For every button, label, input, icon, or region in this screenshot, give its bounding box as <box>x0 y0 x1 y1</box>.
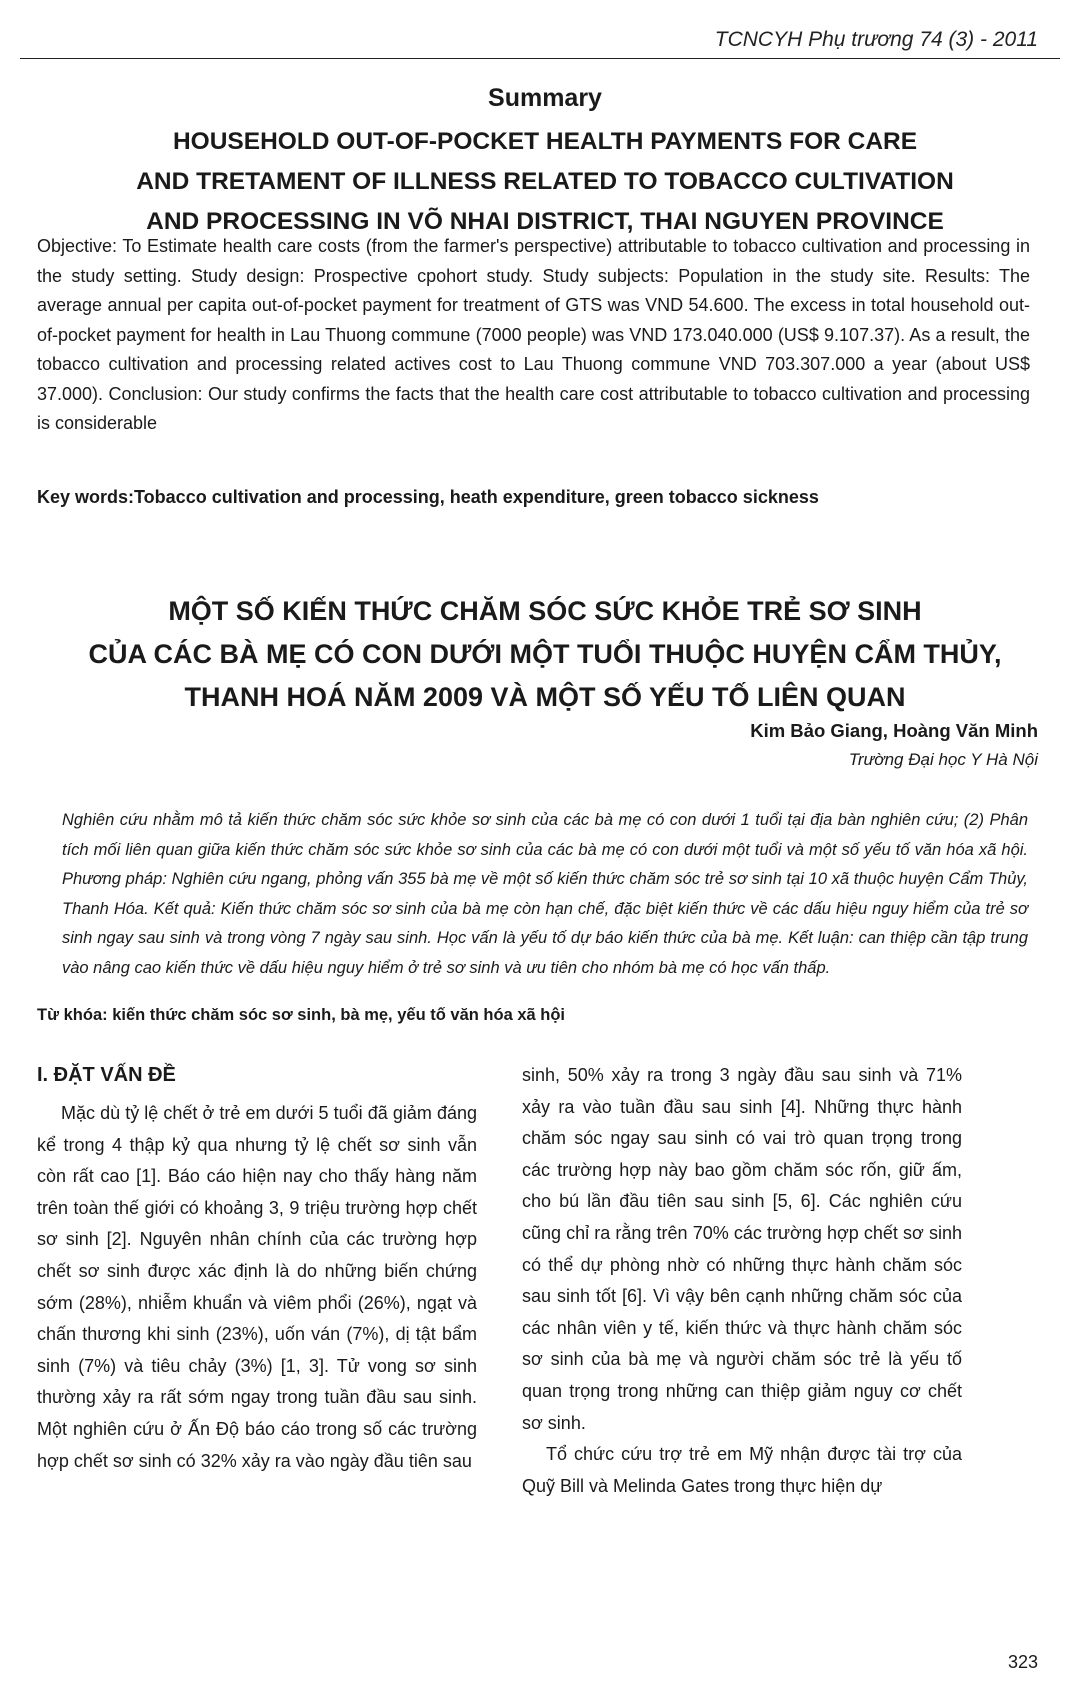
vietnamese-title-line: MỘT SỐ KIẾN THỨC CHĂM SÓC SỨC KHỎE TRẺ SƠ SINH <box>168 596 922 626</box>
english-title-line: AND TRETAMENT OF ILLNESS RELATED TO TOBACCO CULTIVATION <box>136 168 954 195</box>
header-rule <box>20 58 1060 59</box>
section-heading: I. ĐẶT VẤN ĐỀ <box>37 1064 176 1086</box>
body-paragraph: Tổ chức cứu trợ trẻ em Mỹ nhận được tài trợ của Quỹ Bill và Melinda Gates trong thực hiện dự <box>522 1444 962 1496</box>
page-number: 323 <box>1007 1652 1038 1672</box>
vietnamese-title <box>40 590 1050 719</box>
body-paragraph: sinh, 50% xảy ra trong 3 ngày đầu sau sinh và 71% xảy ra vào tuần đầu sau sinh [4]. Những thực hành chăm sóc ngay sau sinh có vai trò quan trọng trong các trường hợp này bao gồm chăm sóc rốn, giữ ấm, cho bú lần đầu tiên sau sinh [5, 6]. Các nghiên cứu cũng chỉ ra rằng trên 70% các trường hợp chết sơ sinh có thể dự phòng nhờ có những thực hành chăm sóc sau sinh tốt [6]. Vì vậy bên cạnh những chăm sóc của các nhân viên y tế, kiến thức và thực hành chăm sóc sơ sinh của bà mẹ và người chăm sóc trẻ là yếu tố quan trọng trong những can thiệp giảm nguy cơ chết sơ sinh. <box>522 1065 962 1433</box>
affiliation: Trường Đại học Y Hà Nội <box>848 750 1038 769</box>
english-title-line: AND PROCESSING IN VÕ NHAI DISTRICT, THAI NGUYEN PROVINCE <box>146 208 944 235</box>
english-abstract: Objective: To Estimate health care costs (from the farmer's perspective) attributable to tobacco cultivation and processing in the study setting. Study design: Prospective cpohort study. Study subjects: Population in the study site. Results: The average annual per capita out-of-pocket payment for treatment of GTS was VND 54.600. The excess in total household out-of-pocket payment for health in Lau Thuong commune (7000 people) was VND 173.040.000 (US$ 9.107.37). As a result, the tobacco cultivation and processing related actives cost to Lau Thuong commune VND 703.307.000 a year (about US$ 37.000). Conclusion: Our study confirms the facts that the health care cost attributable to tobacco cultivation and processing is considerable <box>37 236 1030 433</box>
running-head: TCNCYH Phụ trương 74 (3) - 2011 <box>714 28 1038 51</box>
english-title-line: HOUSEHOLD OUT-OF-POCKET HEALTH PAYMENTS FOR CARE <box>172 128 918 155</box>
authors: Kim Bảo Giang, Hoàng Văn Minh <box>750 720 1038 741</box>
body-column-right <box>522 1060 962 1502</box>
english-title <box>40 122 1050 242</box>
english-keywords: Key words:Tobacco cultivation and processing, heath expenditure, green tobacco sickness <box>37 487 819 507</box>
vietnamese-abstract: Nghiên cứu nhằm mô tả kiến thức chăm sóc sức khỏe sơ sinh của các bà mẹ có con dưới 1 tuổi tại địa bàn nghiên cứu; (2) Phân tích mối liên quan giữa kiến thức chăm sóc sức khỏe sơ sinh của các bà mẹ có con dưới một tuổi và một số yếu tố văn hóa xã hội. Phương pháp: Nghiên cứu ngang, phỏng vấn 355 bà mẹ về một số kiến thức chăm sóc trẻ sơ sinh tại 10 xã thuộc huyện Cẩm Thủy, Thanh Hóa. Kết quả: Kiến thức chăm sóc sơ sinh của bà mẹ còn hạn chế, đặc biệt kiến thức về các dấu hiệu nguy hiểm của trẻ sơ sinh ngay sau sinh và trong vòng 7 ngày sau sinh. Học vấn là yếu tố dự báo kiến thức của bà mẹ. Kết luận: can thiệp cần tập trung vào nâng cao kiến thức về dấu hiệu nguy hiểm ở trẻ sơ sinh và ưu tiên cho nhóm bà mẹ có học vấn thấp. <box>62 811 1028 977</box>
vietnamese-title-line: CỦA CÁC BÀ MẸ CÓ CON DƯỚI MỘT TUỔI THUỘC HUYỆN CẨM THỦY, <box>88 639 1002 669</box>
vietnamese-keywords: Từ khóa: kiến thức chăm sóc sơ sinh, bà mẹ, yếu tố văn hóa xã hội <box>37 1006 566 1024</box>
body-paragraph: Mặc dù tỷ lệ chết ở trẻ em dưới 5 tuổi đã giảm đáng kể trong 4 thập kỷ qua nhưng tỷ lệ chết sơ sinh vẫn còn rất cao [1]. Báo cáo hiện nay cho thấy hàng năm trên toàn thế giới có khoảng 3, 9 triệu trường hợp chết sơ sinh [2]. Nguyên nhân chính của các trường hợp chết sơ sinh được xác định là do những biến chứng sớm (28%), nhiễm khuẩn và viêm phổi (26%), ngạt và chấn thương khi sinh (23%), uốn ván (7%), dị tật bẩm sinh (7%) và tiêu chảy (3%) [1, 3]. Tử vong sơ sinh thường xảy ra rất sớm ngay trong tuần đầu sau sinh. Một nghiên cứu ở Ấn Độ báo cáo trong số các trường hợp chết sơ sinh có 32% xảy ra vào ngày đầu tiên sau <box>37 1103 477 1471</box>
body-column-left <box>37 1060 477 1477</box>
summary-label: Summary <box>488 84 602 112</box>
vietnamese-title-line: THANH HOÁ NĂM 2009 VÀ MỘT SỐ YẾU TỐ LIÊN QUAN <box>184 682 906 712</box>
